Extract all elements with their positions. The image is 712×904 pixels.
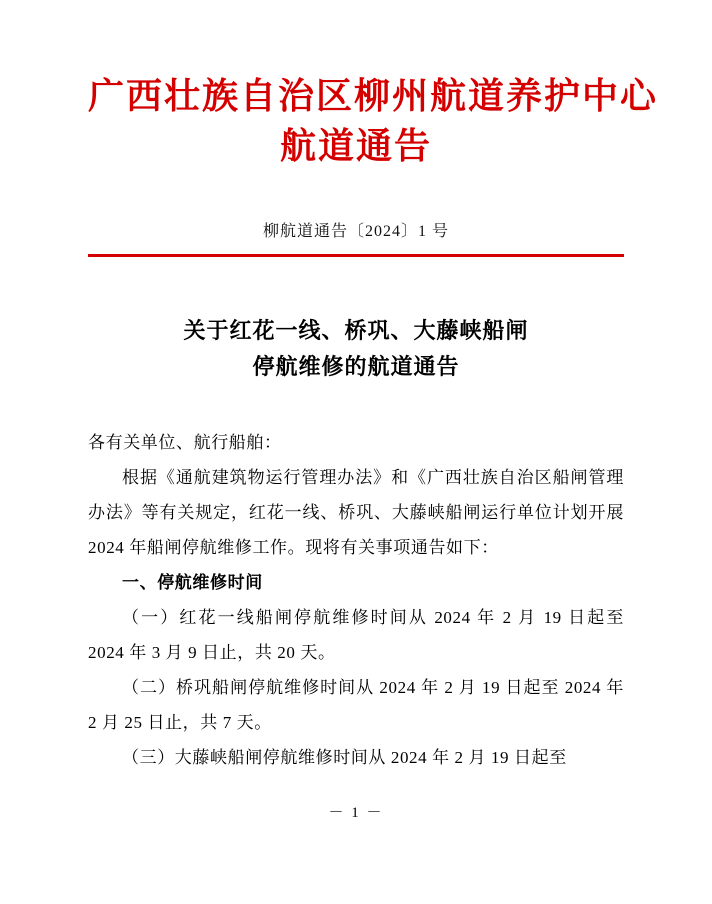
paragraph-basis: 根据《通航建筑物运行管理办法》和《广西壮族自治区船闸管理办法》等有关规定，红花一线、桥巩、大藤峡船闸运行单位计划开展 2024 年船闸停航维修工作。现将有关事项通告如下： <box>88 468 624 557</box>
page-number-footer: － 1 － <box>328 805 384 821</box>
document-number: 柳航道通告〔2024〕1 号 <box>262 223 449 240</box>
paragraph-item-2: （二）桥巩船闸停航维修时间从 2024 年 2 月 19 日起至 2024 年 2 月 25 日止，共 7 天。 <box>88 678 624 732</box>
document-body <box>88 425 624 775</box>
page-title-line2: 停航维修的航道通告 <box>252 354 460 379</box>
paragraph-item-1: （一）红花一线船闸停航维修时间从 2024 年 2 月 19 日起至 2024 年 3 月 9 日止，共 20 天。 <box>88 608 624 662</box>
page-title <box>88 313 624 385</box>
paragraph-salutation: 各有关单位、航行船舶： <box>88 433 282 452</box>
masthead-title-line1: 广西壮族自治区柳州航道养护中心 <box>88 76 659 116</box>
page-title-line1: 关于红花一线、桥巩、大藤峡船闸 <box>183 318 529 343</box>
paragraph-section-heading: 一、停航维修时间 <box>122 573 263 592</box>
masthead <box>88 0 659 172</box>
paragraph-item-3: （三）大藤峡船闸停航维修时间从 2024 年 2 月 19 日起至 <box>122 748 567 767</box>
red-divider-rule <box>88 254 624 257</box>
masthead-title-line2: 航道通告 <box>279 126 432 166</box>
